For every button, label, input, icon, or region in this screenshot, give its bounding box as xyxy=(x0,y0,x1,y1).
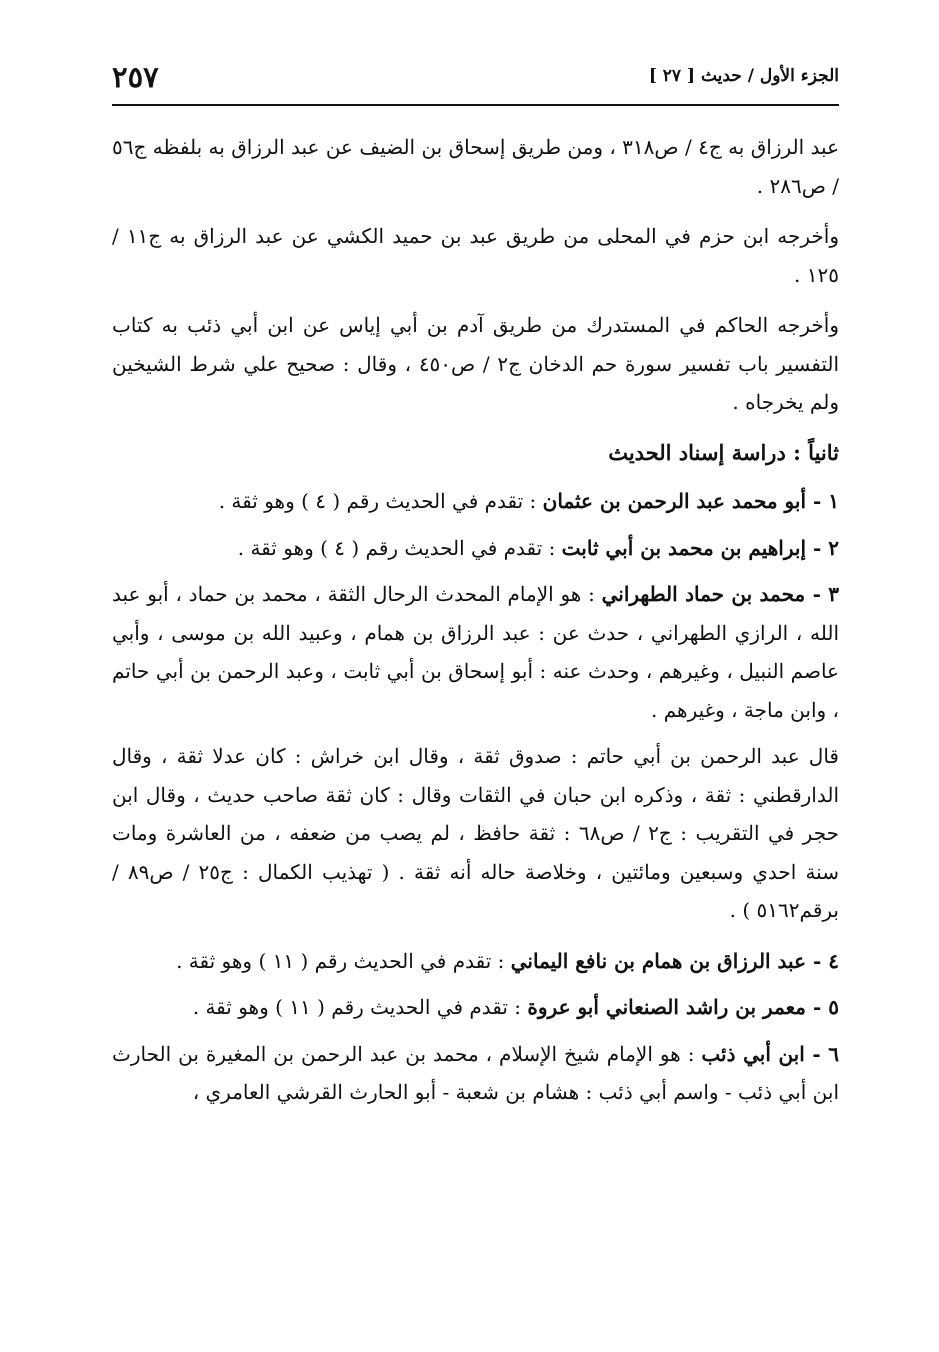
narrator-text: : هو الإمام المحدث الرحال الثقة ، محمد بن حماد ، أبو عبد الله ، الرازي الطهراني ، حدث عن : عبد الرزاق بن همام ، وعبيد الله بن موسى ، وأبي عاصم النبيل ، وغيرهم ، وحدث عنه : أبو إسحاق بن أبي ثابت ، وعبد الرحمن بن أبي حاتم ، وابن ماجة ، وغيرهم . xyxy=(112,582,839,722)
narrator-text: : هو الإمام شيخ الإسلام ، محمد بن عبد الرحمن بن المغيرة بن الحارث ابن أبي ذئب - واسم أبي ذئب : هشام بن شعبة - أبو الحارث القرشي العامري ، xyxy=(112,1041,839,1104)
narrator-name: ٦ - ابن أبي ذئب xyxy=(701,1041,839,1066)
section-heading: ثانياً : دراسة إسناد الحديث xyxy=(608,439,839,465)
narrator-notes: قال عبد الرحمن بن أبي حاتم : صدوق ثقة ، وقال ابن خراش : كان عدلا ثقة ، وقال الدارقطني : ثقة ، وذكره ابن حبان في الثقات وقال : كان ثقة صاحب حديث ، وقال ابن حجر في التقريب : ج٢ / ص٦٨ : ثقة حافظ ، لم يصب من ضعفه ، من العاشرة ومات سنة احدي وسبعين ومائتين ، وخلاصة حاله أنه ثقة . ( تهذيب الكمال : ج٢٥ / ص٨٩ / برقم٥١٦٢ ) . xyxy=(112,744,840,922)
narrator-entry xyxy=(112,482,839,521)
header-rule xyxy=(112,104,839,106)
narrator-entry xyxy=(112,1035,839,1112)
narrator-name: ٢ - إبراهيم بن محمد بن أبي ثابت xyxy=(561,535,839,560)
narrator-name: ٣ - محمد بن حماد الطهراني xyxy=(601,582,839,606)
narrator-text: : تقدم في الحديث رقم ( ١١ ) وهو ثقة . xyxy=(176,948,511,973)
running-title: الجزء الأول / حديث [ ٢٧ ] xyxy=(648,66,839,86)
page-number: ٢٥٧ xyxy=(112,60,159,94)
narrator-entry xyxy=(112,988,839,1027)
narrator-name: ١ - أبو محمد عبد الرحمن بن عثمان xyxy=(542,489,839,513)
narrator-entry xyxy=(112,575,839,729)
page-header xyxy=(112,60,839,106)
narrator-text: : تقدم في الحديث رقم ( ٤ ) وهو ثقة . xyxy=(218,489,543,513)
citation-paragraph: عبد الرزاق به ج٤ / ص٣١٨ ، ومن طريق إسحاق بن الضيف عن عبد الرزاق به بلفظه ج٥٦ / ص٢٨٦ . xyxy=(112,135,839,198)
narrator-text: : تقدم في الحديث رقم ( ٤ ) وهو ثقة . xyxy=(237,535,562,560)
page-body xyxy=(112,128,839,1120)
citation-paragraph: وأخرجه الحاكم في المستدرك من طريق آدم بن أبي إياس عن ابن أبي ذئب به كتاب التفسير باب تفسير سورة حم الدخان ج٢ / ص٤٥٠ ، وقال : صحيح علي شرط الشيخين ولم يخرجاه . xyxy=(112,313,840,414)
narrator-entry xyxy=(112,529,839,568)
narrator-text: : تقدم في الحديث رقم ( ١١ ) وهو ثقة . xyxy=(192,995,528,1019)
citation-paragraph: وأخرجه ابن حزم في المحلى من طريق عبد بن حميد الكشي عن عبد الرزاق به ج١١ / ١٢٥ . xyxy=(112,224,839,287)
narrator-name: ٤ - عبد الرزاق بن همام بن نافع اليماني xyxy=(510,948,839,973)
narrator-entry xyxy=(112,942,839,981)
narrator-name: ٥ - معمر بن راشد الصنعاني أبو عروة xyxy=(527,995,839,1019)
